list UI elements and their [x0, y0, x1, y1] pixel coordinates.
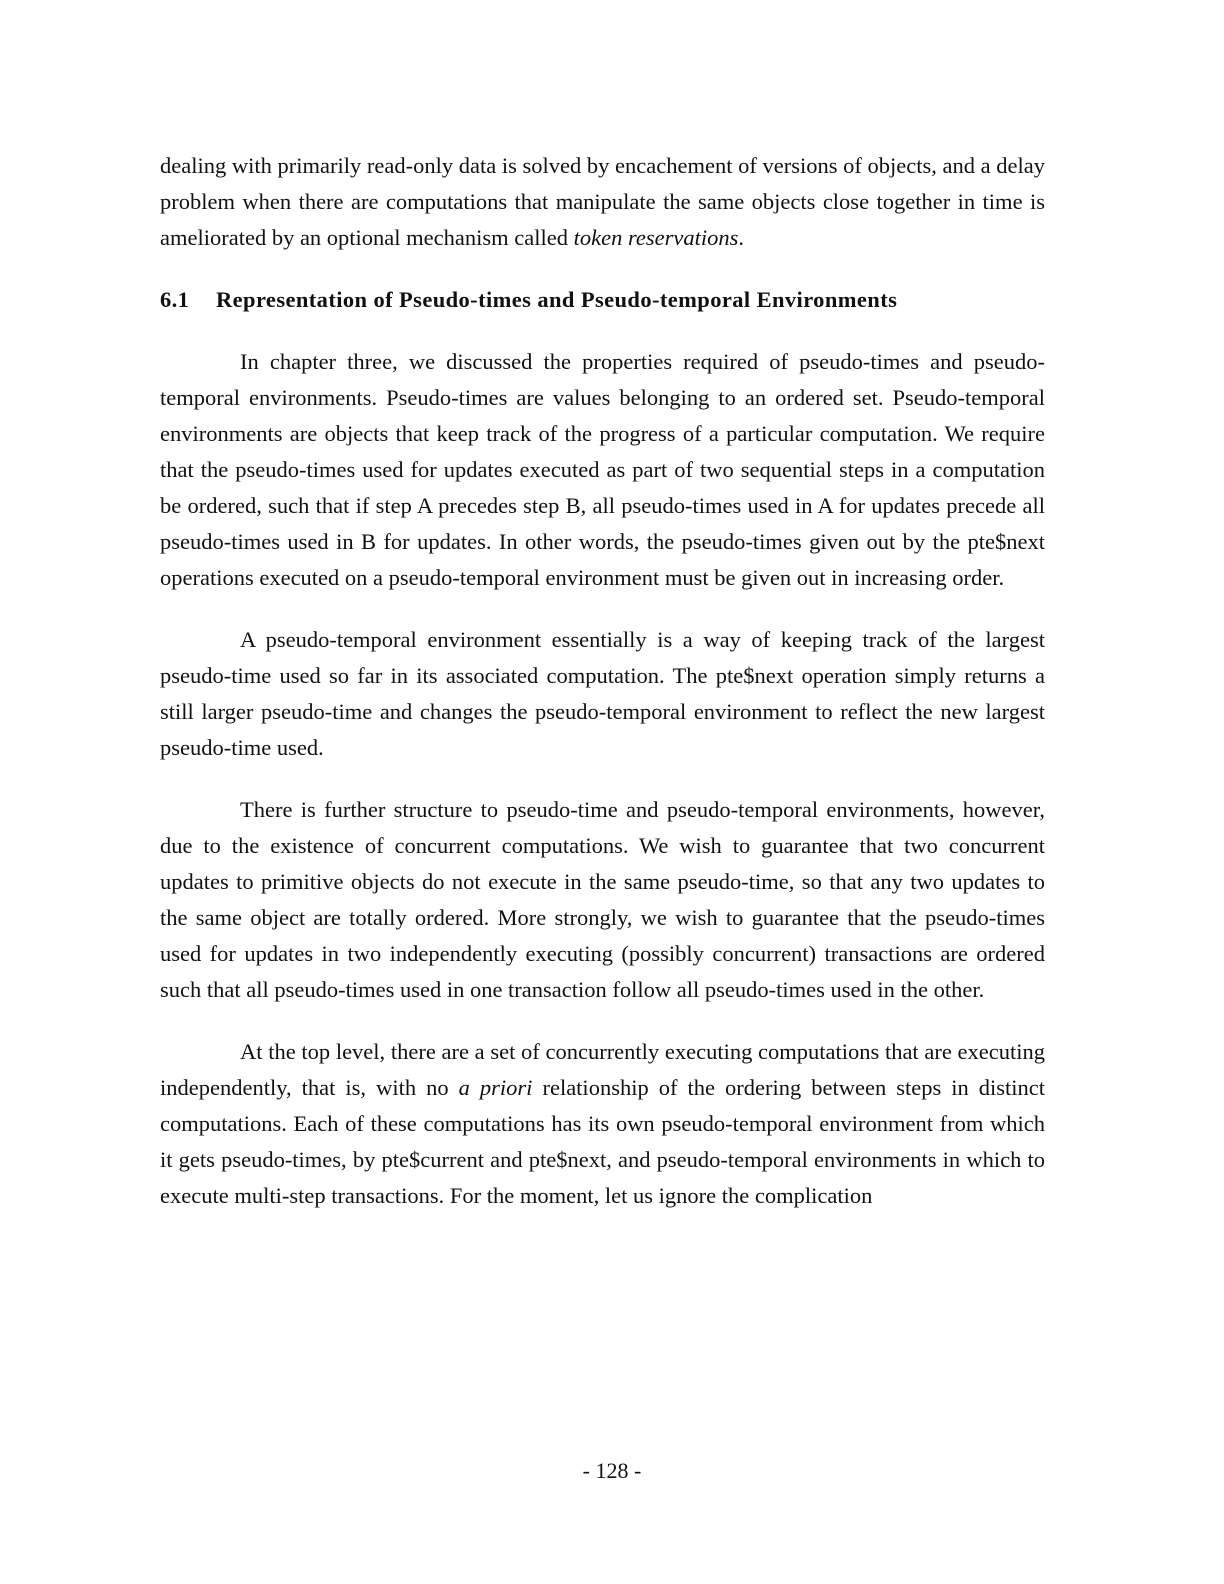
- page-body: [160, 148, 1045, 1214]
- spacer: [160, 318, 1045, 344]
- section-title: Representation of Pseudo-times and Pseudo-temporal Environments: [216, 287, 898, 312]
- continuation-emphasis: token reservations: [573, 225, 739, 250]
- continuation-tail: .: [738, 225, 744, 250]
- last-paragraph-before: At the top level, there are a set of concurrently executing computations that are executing independently, that is, with no: [160, 1039, 1045, 1100]
- last-paragraph-emphasis: a priori: [458, 1075, 533, 1100]
- paragraph: A pseudo-temporal environment essentially is a way of keeping track of the largest pseudo-time used so far in its associated computation. The pte$next operation simply returns a still larger pseudo-time and changes the pseudo-temporal environment to reflect the new largest pseudo-time used.: [160, 627, 1045, 760]
- last-paragraph: [160, 1034, 1045, 1214]
- continuation-paragraph: [160, 148, 1045, 256]
- page-number: - 128 -: [582, 1458, 642, 1483]
- section-heading: [160, 282, 1045, 318]
- last-paragraph-after: relationship of the ordering between steps in distinct computations. Each of these computations has its own pseudo-temporal environment from which it gets pseudo-times, by pte$current and pte$next, and pseudo-temporal environments in which to execute multi-step transactions. For the moment, let us ignore the complication: [160, 1075, 1046, 1208]
- paragraph: There is further structure to pseudo-time and pseudo-temporal environments, however, due to the existence of concurrent computations. We wish to guarantee that two concurrent updates to primitive objects do not execute in the same pseudo-time, so that any two updates to the same object are totally ordered. More strongly, we wish to guarantee that the pseudo-times used for updates in two independently executing (possibly concurrent) transactions are ordered such that all pseudo-times used in one transaction follow all pseudo-times used in the other.: [160, 797, 1045, 1002]
- spacer: [160, 256, 1045, 282]
- spacer: [160, 1008, 1045, 1034]
- section-number: 6.1: [160, 287, 190, 312]
- continuation-text: dealing with primarily read-only data is solved by encachement of versions of objects, and a delay problem when there are computations that manipulate the same objects close together in time is ameliorated by an optional mechanism called: [160, 153, 1045, 250]
- spacer: [160, 596, 1045, 622]
- paragraph: In chapter three, we discussed the properties required of pseudo-times and pseudo-temporal environments. Pseudo-times are values belonging to an ordered set. Pseudo-temporal environments are objects that keep track of the progress of a particular computation. We require that the pseudo-times used for updates executed as part of two sequential steps in a computation be ordered, such that if step A precedes step B, all pseudo-times used in A for updates precede all pseudo-times used in B for updates. In other words, the pseudo-times given out by the pte$next operations executed on a pseudo-temporal environment must be given out in increasing order.: [160, 349, 1045, 590]
- spacer: [160, 766, 1045, 792]
